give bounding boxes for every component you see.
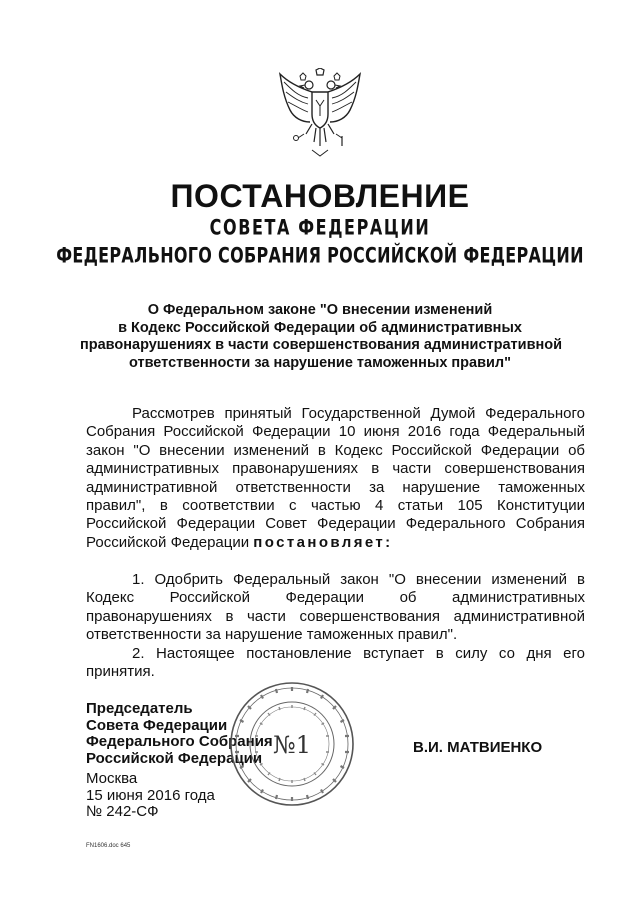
subject-line: ответственности за нарушение таможенных правил" <box>128 354 512 371</box>
file-code: FN1606.doc 645 <box>86 843 131 849</box>
subject-line: О Федеральном законе "О внесении изменений <box>147 302 493 318</box>
resolution-subject <box>80 302 563 372</box>
signatory-name: В.И. МАТВИЕНКО <box>413 739 543 756</box>
official-seal-stamp <box>228 680 356 808</box>
subject-line: в Кодекс Российской Федерации об административных <box>118 319 522 336</box>
position-line: Российской Федерации <box>86 749 263 767</box>
subject-line: правонарушениях в части совершенствования административной <box>80 337 563 353</box>
place-and-date <box>86 771 215 821</box>
document-type-title: ПОСТАНОВЛЕНИЕ <box>170 178 470 214</box>
date: 15 июня 2016 года <box>86 786 215 804</box>
preamble-paragraph <box>86 405 585 552</box>
document-number: № 242-СФ <box>86 803 159 820</box>
preamble-text: Рассмотрев принятый Государственной Думой Федерального Собрания Российской Федерации 10 июня 2016 года Федеральный закон "О внесении изменений в Кодекс Российской Федерации об административных правонарушениях в части совершенствования административной ответственности за нарушение таможенных правил", в соответствии с частью 4 статьи 105 Конституции Российской Федерации Совет Федерации Федерального Собрания Российской Федерации <box>86 405 585 551</box>
issuer-line-2: ФЕДЕРАЛЬНОГО СОБРАНИЯ РОССИЙСКОЙ ФЕДЕРАЦИИ <box>56 242 584 268</box>
seal-number: №1 <box>273 731 311 759</box>
resolution-items <box>86 571 585 681</box>
city: Москва <box>86 770 138 787</box>
position-line: Председатель <box>86 700 193 717</box>
coat-of-arms-emblem <box>276 68 364 158</box>
resolution-item: 1. Одобрить Федеральный закон "О внесении изменений в Кодекс Российской Федерации об административных правонарушениях в части совершенствования административной ответственности за нарушение таможенных правил". <box>86 571 585 644</box>
resolution-item: 2. Настоящее постановление вступает в силу со дня его принятия. <box>86 644 585 681</box>
issuer-line-1: СОВЕТА ФЕДЕРАЦИИ <box>209 214 431 240</box>
position-line: Совета Федерации <box>86 716 228 734</box>
position-line: Федерального Собрания <box>86 733 273 750</box>
decision-word: постановляет: <box>253 533 393 551</box>
